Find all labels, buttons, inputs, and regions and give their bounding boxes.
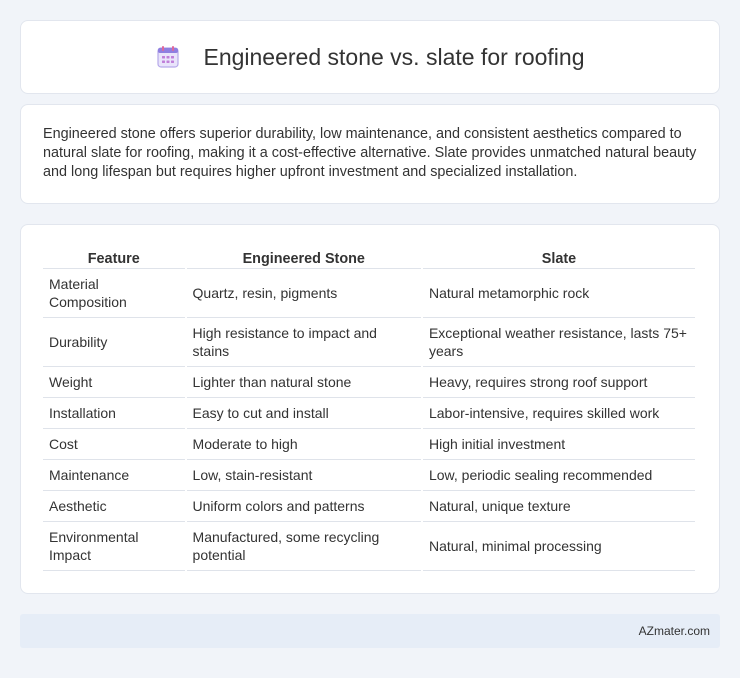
header-engineered-stone: Engineered Stone <box>187 247 421 269</box>
engineered-stone-cell: Lighter than natural stone <box>187 367 421 398</box>
header-slate: Slate <box>423 247 695 269</box>
comparison-table <box>41 247 697 571</box>
feature-cell: Durability <box>43 318 185 367</box>
slate-cell: Natural metamorphic rock <box>423 269 695 318</box>
engineered-stone-cell: Manufactured, some recycling potential <box>187 522 421 571</box>
calendar-icon <box>155 44 181 70</box>
title-card <box>20 20 720 94</box>
table-row <box>43 367 695 398</box>
engineered-stone-cell: Uniform colors and patterns <box>187 491 421 522</box>
table-row <box>43 318 695 367</box>
footer-bar <box>20 614 720 648</box>
slate-cell: Heavy, requires strong roof support <box>423 367 695 398</box>
table-row <box>43 429 695 460</box>
feature-cell: Aesthetic <box>43 491 185 522</box>
engineered-stone-cell: High resistance to impact and stains <box>187 318 421 367</box>
table-header-row <box>43 247 695 269</box>
table-row <box>43 398 695 429</box>
engineered-stone-cell: Easy to cut and install <box>187 398 421 429</box>
table-row <box>43 522 695 571</box>
feature-cell: Installation <box>43 398 185 429</box>
page-title: Engineered stone vs. slate for roofing <box>203 43 585 70</box>
header-feature: Feature <box>43 247 185 269</box>
engineered-stone-cell: Moderate to high <box>187 429 421 460</box>
slate-cell: Natural, minimal processing <box>423 522 695 571</box>
slate-cell: Low, periodic sealing recommended <box>423 460 695 491</box>
intro-card <box>20 104 720 204</box>
feature-cell: Material Composition <box>43 269 185 318</box>
table-row <box>43 460 695 491</box>
table-row <box>43 491 695 522</box>
feature-cell: Maintenance <box>43 460 185 491</box>
slate-cell: Natural, unique texture <box>423 491 695 522</box>
engineered-stone-cell: Quartz, resin, pigments <box>187 269 421 318</box>
feature-cell: Cost <box>43 429 185 460</box>
engineered-stone-cell: Low, stain-resistant <box>187 460 421 491</box>
comparison-card <box>20 224 720 594</box>
table-row <box>43 269 695 318</box>
slate-cell: High initial investment <box>423 429 695 460</box>
intro-paragraph: Engineered stone offers superior durability, low maintenance, and consistent aesthetics compared to natural slate for roofing, making it a cost-effective alternative. Slate provides unmatched natural beauty and long lifespan but requires higher upfront investment and specialized installation. <box>43 126 697 180</box>
slate-cell: Labor-intensive, requires skilled work <box>423 398 695 429</box>
slate-cell: Exceptional weather resistance, lasts 75+ years <box>423 318 695 367</box>
footer-brand: AZmater.com <box>638 624 710 638</box>
feature-cell: Weight <box>43 367 185 398</box>
feature-cell: Environmental Impact <box>43 522 185 571</box>
